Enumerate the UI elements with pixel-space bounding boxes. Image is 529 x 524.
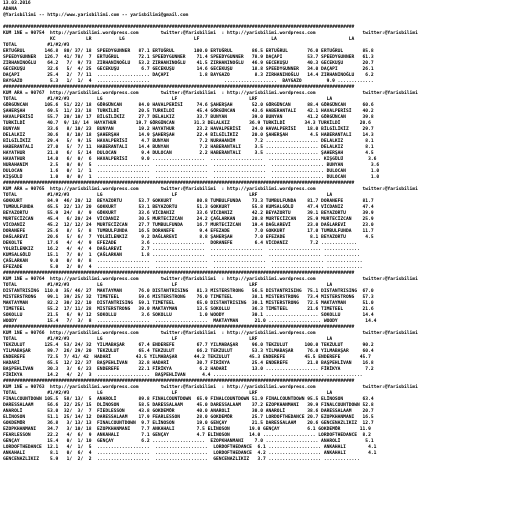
text-line: GÖRGÜNCAN 105.6 51/ 22/ 18 GÖRGÜNCAN 84.0 HAVALPERİSİ 74.6 ŞAHERŞAH 52.0 GÖRGÜNCAN 88.4 GÖRGÜNCAN 60.6	[3, 103, 374, 108]
text-line: KUM 1NE = 90766 http://yarisbilimi.wordpress.com twitter:@Yarisbilimi : http://yarisbilimi.wordpress.com twitter:@Yarisbilimi	[3, 331, 418, 336]
text-line: EZOPKHANMANI 34.7 3/ 10/ 18 EZOPKHANMANI 7.7 ANKAHALI 7.5 ELİNOSON 19.0 GENÇAY 6.1 GOKDEMÖR 11.9	[3, 427, 371, 432]
text-line: ANAROLİ 53.0 32/ 3/ 7 FİEDLESSON 43.8 GOKDEMÖR 40.0 ANAROLİ 30.0 ANAROLİ 38.6 DARESSALAAM 20.7	[3, 409, 374, 414]
text-line: ###############################################################################################################################	[3, 25, 355, 30]
text-line: DORANEFE 25.6 8/ 5/ 8 TUMBULFUNDA 16.5 DORANEFE 9.4 EFEZADE 7.0 GOKKURT 17.0 TUMBULFUNDA 11.7	[3, 229, 374, 234]
text-line: FİRİKYA 14.2 4/ 2/ 3 ................... BAŞPEHLİVAN 4.4 ................... ................... .............	[3, 373, 363, 378]
text-line: FEARLESSON 22.2 4/ 6/ 9 ANKAHALI 7.1 GENÇAY 4.7 ELİNOSON 14.0 ................... LORDOFTHEDANCE 8.2	[3, 433, 371, 438]
text-line: HAVATHUR 14.0 6/ 0/ 6 HAVALPERİSİ 9.0 ................... ................... ................... KIŞGÜLÜ 3.6	[3, 157, 377, 162]
text-line: KUM 1NE = 90763 http://yarisbilimi.wordpress.com twitter:@Yarisbilimi : http://yarisbilimi.wordpress.com twitter:@Yarisbilimi	[3, 385, 418, 390]
text-line: ###############################################################################################################################	[3, 271, 355, 276]
text-line: ÇAĞLARKAN 9.0 0/ 0/ 8 ................... ................... ................... ................... .............	[3, 259, 363, 264]
text-line: ELİNOSON 51.1 25/ 14/ 12 DARESSALAAM 17.9 FEARLESSON 28.0 GOKDEMÖR 25.7 LORDOFTHEDANCE 20.7 EZOPKHANMANI 16.5	[3, 415, 374, 420]
text-line: LORDOFTHEDANCE 12.1 4/ 1/ 5 ................... ................... LORDOFTHEDANCE 6.1 ................... ANKAHALI 4.1	[3, 445, 377, 450]
text-line: TOTAL #1/#2/#3 LG LF LRF LA	[3, 97, 333, 102]
text-line: TOTAL #1/#2/#3 LG LF LRF LA	[3, 337, 333, 342]
text-line: ###############################################################################################################################	[3, 181, 355, 186]
text-line: DARESSALAAM 56.6 22/ 25/ 15 DLİNOSON 58.5 DARESSALAAM 45.0 DARESSALAAM 37.2 EZOPKHANMANI 39.9 FINALCOUNTDOWN 52.8	[3, 403, 374, 408]
text-line: GENCENAZLIKIZ 5.9 1/ 2/ 2 ................... ................... GENCENAZLIKIZ 3.7 ................... .............	[3, 457, 360, 462]
text-line: HABERANTALI 27.0 5/ 7/ 11 HABERANTALI 14.4 BUNYAN 7.2 HABERANTALI 3.5 ................... DELALKIZ 8.1	[3, 145, 374, 150]
text-line: ###############################################################################################################################	[3, 325, 355, 330]
text-line: KUM ARA = 90765 http://yarisbilimi.wordpress.com twitter:@Yarisbilimi : http://yarisbilimi.wordpress.com twitter:@Yarisbilimi	[3, 187, 418, 192]
text-line: TOTAL #1/#2/#3 LG LF LRF LA	[3, 193, 333, 198]
text-line: BİLGİLİKİZ 29.4 5/ 9/ 15 HAVALPERİSİ 4.7 BUNYAN 7.2 NURAHANIM 7.2 ................... DELALKIZ 8.1	[3, 139, 374, 144]
text-line: ###############################################################################################################################	[3, 379, 355, 384]
text-line: MURTECİZCAN 45.4 6/ 20/ 24 VİCDANIZ 30.5 MURTECİZCAN 24.2 ÇAĞLARKAN 20.8 MURTECİZCAN 25.9 MURTECİZCAN 25.9	[3, 217, 374, 222]
text-line: HAYATHUR 21.8 6/ 5/ 14 DULOCAN 9.4 DULOCAN 2.2 HABERANTALI 3.5 ................... ŞAHERŞAH 4.5	[3, 151, 374, 156]
text-line: SPEEDYGUNNER 126.7 41/ 78/ 7 ERTUĞRUL 72.1 SPEEDYGUNNER 71.4 SPEEDYGUNNER 78.9 DAÇAPI 53.7 SPEEDYGUNNER 61.3	[3, 55, 374, 60]
text-line: BEYAZORTU 55.9 24/ 8/ 9 GÖKKURT 33.6 VİCDANIZ 33.6 VİCDANIZ 42.2 BEYAZORTU 39.1 BEYAZORTU 39.9	[3, 211, 374, 216]
text-line: VİCDANIZ 45.2 12/ 12/ 24 MURTECİZCAN 27.7 TUMBULFUNDA 16.7 MURTECİZCAN 19.4 DAĞLAREVİ 23.0 DAĞLAREVİ 23.0	[3, 223, 374, 228]
text-line: FINALCOUNTDOWN 105.5 58/ 13/ 5 ANAROLİ 89.8 FINALCOUNTDOWN 65.9 FINALCOUNTDOWN 51.9 FINALCOUNTDOWN 95.5 ELİNOSON 63.4	[3, 397, 374, 402]
text-line: DISTANTRISING 110.0 35/ 46/ 27 MAKTAYMAN 76.0 DISTANTRISING 81.3 MISTERSTRONG 56.5 DISTANTRISING 75.1 DISTANTRISING 67.0	[3, 289, 374, 294]
text-line: GENÇAY 15.4 0/ 1/ 10 GENÇAY 6.2 ................... EZOPKHANMANI 7.0 ................... ANAROLİ 5.1	[3, 439, 374, 444]
text-line: DEKOLTE 17.6 4/ 4/ 9 EFEZADE 3.6 ................... DORANEFE 6.4 VİCDANIZ 7.2 .............	[3, 241, 358, 246]
text-line: WOODY 15.4 7/ 3/ 8 ................... ................... MAKTAYMAN 21.0 ................... WOODY 14.4	[3, 319, 377, 324]
text-line: TOTAL #1/#2/#3 LG LF LRF LA	[3, 283, 333, 288]
text-line: ZIRHANINOĞLU 64.2 7/ 9/ 73 ZIRHANINOĞLU 53.2 ZIRHANINOĞLU 41.5 ZIRHANINOĞLU 46.9 GECEKUŞU 40.3 GECEKUŞU 20.7	[3, 61, 374, 66]
text-line: TEKZULUT 125.4 53/ 24/ 32 YILMABAŞAR 67.4 ENDEREFE 67.7 YILMABAŞAR 96.0 TEKZULUT 100.0 TEKZULUT 90.2	[3, 343, 374, 348]
text-line: GOKKURT 84.9 46/ 20/ 12 BEYAZORTU 53.7 GOKKURT 80.8 TUMBULFUNDA 73.3 TUMBULFUNDA 81.7 DORANEFE 81.7	[3, 199, 374, 204]
text-line: DAĞLAREVİ 20.6 5/ 6/ 7 YOLBİLENKIZ 9.2 DAĞLAREVİ 8.8 ŞAHERŞAH 7.0 EFEZADE 8.1 BEYAZORTU 4.5	[3, 235, 374, 240]
text-line: ADANA	[3, 7, 17, 12]
text-line: KUM 1NE = 90764 http://yarisbilimi.wordpress.com twitter:@Yarisbilimi : http://yarisbilimi.wordpress.com twitter:@Yarisbilimi	[3, 277, 418, 282]
text-line: TUMBULFUNDA 65.5 22/ 13/ 20 GOKKURT 53.1 BEYAZORTU 51.3 GOKKURT 55.8 KUMSALGÖLÜ 47.4 VİCDANIZ 47.4	[3, 205, 374, 210]
text-line: HADARİ 65.5 12/ 22/ 37 BAŞPEHLİVAN 32.8 HADARİ 30.7 FİRİKYA 25.4 ENDEREFE 21.8 BAŞPEHLİVAN 16.8	[3, 361, 374, 366]
text-line: GECEKUŞU 32.6 5/ 4/ 25 GECEKUŞU 6.7 GECEKUŞU 14.6 GECEKUŞU 18.8 SPEEDYGUNNER 34.0 DAÇAPI 26.1	[3, 67, 374, 72]
text-line: SOKOLLU 21.5 6/ 9/ 12 SOKOLLU 3.6 SOKOLLU 1.0 WOODY 30.1 ................... SOKOLLU 14.4	[3, 313, 374, 318]
text-line: NURAHANIM 2.5 0/ 0/ 5 ................... ................... ................... ................... BUNYAN 3.6	[3, 163, 380, 168]
text-line: ###############################################################################################################################	[3, 85, 355, 90]
text-line: KUM ARA = 90767 http://yarisbilimi.wordpress.com twitter:@Yarisbilimi : http://yarisbilimi.wordpress.com twitter:@Yarisbilimi	[3, 91, 418, 96]
text-line: @Yarisbilimi -- http://www.yarisbilimi.com -- yarisbilimi@gmail.com	[3, 13, 189, 18]
text-line: YILMABAŞAR 89.7 26/ 29/ 20 TEKZULUT 65.4 TEKZULUT 66.2 TEKZULUT 53.3 YILMABAŞAR 76.0 YILMABAŞAR 60.4	[3, 349, 374, 354]
text-line: ENDEREFE 72.5 7/ 41/ 42 HADARİ 43.5 YILMABAŞAR 44.2 TEKZULUT 45.3 ENDEREFE 45.5 ENDEREFE 45.7	[3, 355, 371, 360]
text-line: BAYGAZO 5.3 1/ 1/ 4 ................... ................... BAYGAZO 9.9 .............	[3, 79, 374, 84]
text-line: 13.03.2016	[3, 1, 31, 6]
text-line: GOKDEMÖR 36.8 3/ 13/ 13 FINALCOUNTDOWN 9.7 ELİNOSON 19.0 GENÇAY 21.5 DARESSALAAM 20.6 GENCENAZLIKIZ 12.7	[3, 421, 374, 426]
text-line: YOLBİLENKIZ 16.2 4/ 4/ 4 DAĞLAREVİ 2.7 ................... ................... ................... .............	[3, 247, 360, 252]
text-line: BAŞPEHLİVAN 30.3 3/ 6/ 23 ENDEREFE 22.1 FİRİKYA 6.2 HADARİ 13.0 ................... FİRİKYA 7.2	[3, 367, 374, 372]
text-line: KUM 1NE = 90754 http://yarisbilimi.wordpress.com twitter:@Yarisbilimi : http://yarisbilimi.wordpress.com twitter:@Yarisbilimi	[3, 31, 418, 36]
text-line: ERTUĞRUL 146.8 80/ 37/ 18 SPEEDYGUNNER 87.1 ERTUĞRUL 100.0 ERTUĞRUL 86.5 ERTUĞRUL 76.0 ERTUĞRUL 85.8	[3, 49, 374, 54]
text-line: KIŞGÜLÜ 1.0 0/ 0/ 1 ................... ................... ................... ................... DULOCAN 1.0	[3, 175, 380, 180]
text-line: DULOCAN 1.6 0/ 1/ 1 ................... ................... ................... ................... DULOCAN 1.0	[3, 169, 380, 174]
text-line: KUMSALGÖLÜ 15.1 7/ 0/ 1 ÇAĞLARKAN 1.8 ................... ................... ................... .............	[3, 253, 360, 258]
text-line: MAKTAYMAN 82.2 30/ 22/ 10 DISTANTRISING 59.1 TIMETEEL 65.0 DISTANTRISING 30.1 MISTERSTRONG 72.5 MAKTAYMAN 51.0	[3, 301, 374, 306]
text-line: TURKİLDİ 40.7 9/ 18/ 14 HAYATHUR 19.7 GÖRGÜNCAN 31.3 DELALKIZ 36.9 TURKİLDİ 34.3 TURKİLDİ 20.6	[3, 121, 371, 126]
text-line: HAVALPERİSİ 55.7 20/ 10/ 17 BİLGİLİKİZ 27.7 DELALKIZ 33.7 BUNYAN 39.0 BUNYAN 41.2 GÖRGÜNCAN 39.8	[3, 115, 374, 120]
text-line: DAÇAPI 25.4 2/ 7/ 11 ................... DAÇAPI 1.8 BAYGAZO 8.3 ZIRHANINOĞLU 14.4 ZIRHANINOĞLU 6.2	[3, 73, 374, 78]
text-line: TOTAL #1/#2/#3	[3, 43, 70, 48]
text-line: TOTAL #1/#2/#3 LG LF LRF LA	[3, 391, 333, 396]
text-line: MISTERSTRONG 99.1 39/ 25/ 32 TIMETEEL 59.6 MISTERSTRONG 76.0 TIMETEEL 38.1 MISTERSTRONG 73.4 MISTERSTRONG 57.3	[3, 295, 374, 300]
text-line: TIMETEEL 55.2 17/ 11/ 28 MISTERSTRONG 39.0 MAKTAYMAN 13.5 SOKOLLU 36.3 TIMETEEL 21.6 TIMETEEL 21.6	[3, 307, 374, 312]
text-line: ŞAHERŞAH 69.5 11/ 23/ 18 TURKİLDİ 20.5 TURKİLDİ 45.4 GÖRGÜNCAN 43.6 HABERANTALI 42.1 HAVALPERİSİ 40.2	[3, 109, 374, 114]
text-line: DELALKIZ 30.6 8/ 10/ 18 ŞAHERŞAH 14.9 ŞAHERŞAH 22.4 BİLGİLİKİZ 20.0 ŞAHERŞAH 4.5 HABERANTALI 14.3	[3, 133, 374, 138]
text-line: KC LR LG LF LA LA	[3, 37, 355, 42]
text-line: ANKAHALI 8.1 0/ 6/ 4 ................... ................... LORDOFTHEDANCE 4.2 ................... ANKAHALI 4.1	[3, 451, 377, 456]
text-line: BUNYAN 33.6 8/ 10/ 23 BUNYAN 19.2 HAYATHUR 23.2 HAVALPERİSİ 24.0 HAVALPERİSİ 18.0 BİLGİLİKİZ 29.7	[3, 127, 374, 132]
text-line: EFEZADE 5.0 2/ 0/ 4 ................... ................... ................... ................... .............	[3, 265, 363, 270]
